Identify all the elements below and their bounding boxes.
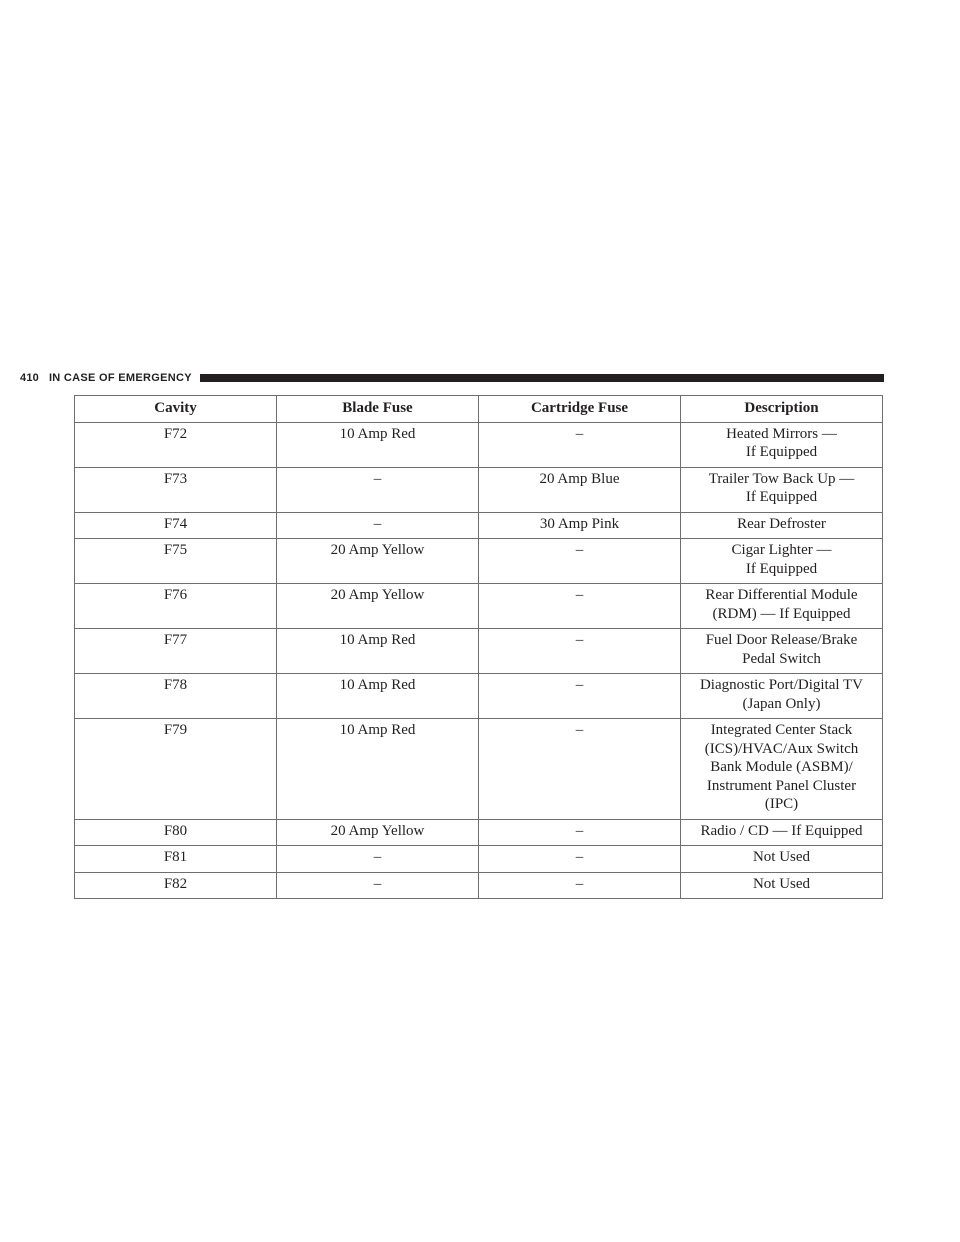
- page-header: [20, 371, 884, 385]
- blade-fuse-cell: 20 Amp Yellow: [277, 539, 479, 584]
- table-row: [75, 629, 883, 674]
- description-line: Radio / CD — If Equipped: [700, 822, 863, 839]
- blade-fuse-cell: –: [277, 512, 479, 539]
- description-line: (IPC): [764, 796, 799, 812]
- page-number: 410: [20, 372, 39, 384]
- cartridge-fuse-cell: –: [479, 629, 681, 674]
- description-line: Instrument Panel Cluster: [706, 777, 857, 794]
- description-cell: [681, 819, 883, 846]
- column-header-cartridge-fuse: Cartridge Fuse: [479, 396, 681, 423]
- table-row: [75, 846, 883, 873]
- description-line: Trailer Tow Back Up —: [708, 470, 855, 487]
- table-row: [75, 719, 883, 820]
- blade-fuse-cell: 20 Amp Yellow: [277, 819, 479, 846]
- table-row: [75, 512, 883, 539]
- description-line: Diagnostic Port/Digital TV: [699, 677, 864, 693]
- blade-fuse-cell: 10 Amp Red: [277, 422, 479, 467]
- column-header-blade-fuse: Blade Fuse: [277, 396, 479, 423]
- fuse-table-body: [75, 422, 883, 899]
- column-header-cavity: Cavity: [75, 396, 277, 423]
- blade-fuse-cell: –: [277, 872, 479, 899]
- header-rule: [200, 374, 884, 382]
- description-cell: [681, 512, 883, 539]
- table-row: [75, 872, 883, 899]
- description-cell: [681, 674, 883, 719]
- description-cell: [681, 872, 883, 899]
- cavity-cell: F75: [75, 539, 277, 584]
- description-line: Bank Module (ASBM)/: [710, 759, 853, 775]
- blade-fuse-cell: 10 Amp Red: [277, 629, 479, 674]
- fuse-table: [74, 395, 883, 899]
- column-header-description: Description: [681, 396, 883, 423]
- description-cell: [681, 539, 883, 584]
- table-row: [75, 674, 883, 719]
- description-line: Fuel Door Release/Brake: [705, 632, 858, 648]
- cavity-cell: F80: [75, 819, 277, 846]
- description-line: (ICS)/HVAC/Aux Switch: [704, 740, 859, 757]
- blade-fuse-cell: 10 Amp Red: [277, 674, 479, 719]
- table-row: [75, 584, 883, 629]
- cavity-cell: F74: [75, 512, 277, 539]
- description-cell: [681, 467, 883, 512]
- description-line: Rear Differential Module: [705, 587, 858, 603]
- cartridge-fuse-cell: –: [479, 539, 681, 584]
- description-cell: [681, 719, 883, 820]
- table-row: [75, 422, 883, 467]
- cartridge-fuse-cell: –: [479, 719, 681, 820]
- cavity-cell: F81: [75, 846, 277, 873]
- description-line: If Equipped: [745, 444, 818, 460]
- section-title: IN CASE OF EMERGENCY: [48, 372, 192, 384]
- cartridge-fuse-cell: –: [479, 819, 681, 846]
- description-line: If Equipped: [745, 489, 818, 505]
- description-line: Integrated Center Stack: [710, 722, 853, 738]
- table-row: [75, 819, 883, 846]
- description-line: Not Used: [752, 849, 811, 865]
- cartridge-fuse-cell: –: [479, 584, 681, 629]
- table-row: [75, 467, 883, 512]
- cavity-cell: F79: [75, 719, 277, 820]
- description-cell: [681, 846, 883, 873]
- fuse-table-header: [75, 396, 883, 423]
- blade-fuse-cell: –: [277, 467, 479, 512]
- description-line: Cigar Lighter —: [731, 542, 832, 558]
- cavity-cell: F82: [75, 872, 277, 899]
- cartridge-fuse-cell: 30 Amp Pink: [479, 512, 681, 539]
- description-cell: [681, 584, 883, 629]
- cavity-cell: F77: [75, 629, 277, 674]
- description-cell: [681, 422, 883, 467]
- description-cell: [681, 629, 883, 674]
- header-row: [75, 396, 883, 423]
- cartridge-fuse-cell: 20 Amp Blue: [479, 467, 681, 512]
- blade-fuse-cell: 20 Amp Yellow: [277, 584, 479, 629]
- cavity-cell: F72: [75, 422, 277, 467]
- cartridge-fuse-cell: –: [479, 846, 681, 873]
- blade-fuse-cell: –: [277, 846, 479, 873]
- cavity-cell: F78: [75, 674, 277, 719]
- description-line: Rear Defroster: [737, 515, 826, 532]
- description-line: Pedal Switch: [742, 650, 821, 667]
- description-line: (RDM) — If Equipped: [712, 605, 851, 622]
- description-line: If Equipped: [745, 560, 818, 577]
- cavity-cell: F76: [75, 584, 277, 629]
- cartridge-fuse-cell: –: [479, 422, 681, 467]
- description-line: Not Used: [752, 875, 811, 892]
- blade-fuse-cell: 10 Amp Red: [277, 719, 479, 820]
- cartridge-fuse-cell: –: [479, 872, 681, 899]
- description-line: Heated Mirrors —: [726, 425, 837, 442]
- table-row: [75, 539, 883, 584]
- description-line: (Japan Only): [742, 695, 821, 712]
- cartridge-fuse-cell: –: [479, 674, 681, 719]
- cavity-cell: F73: [75, 467, 277, 512]
